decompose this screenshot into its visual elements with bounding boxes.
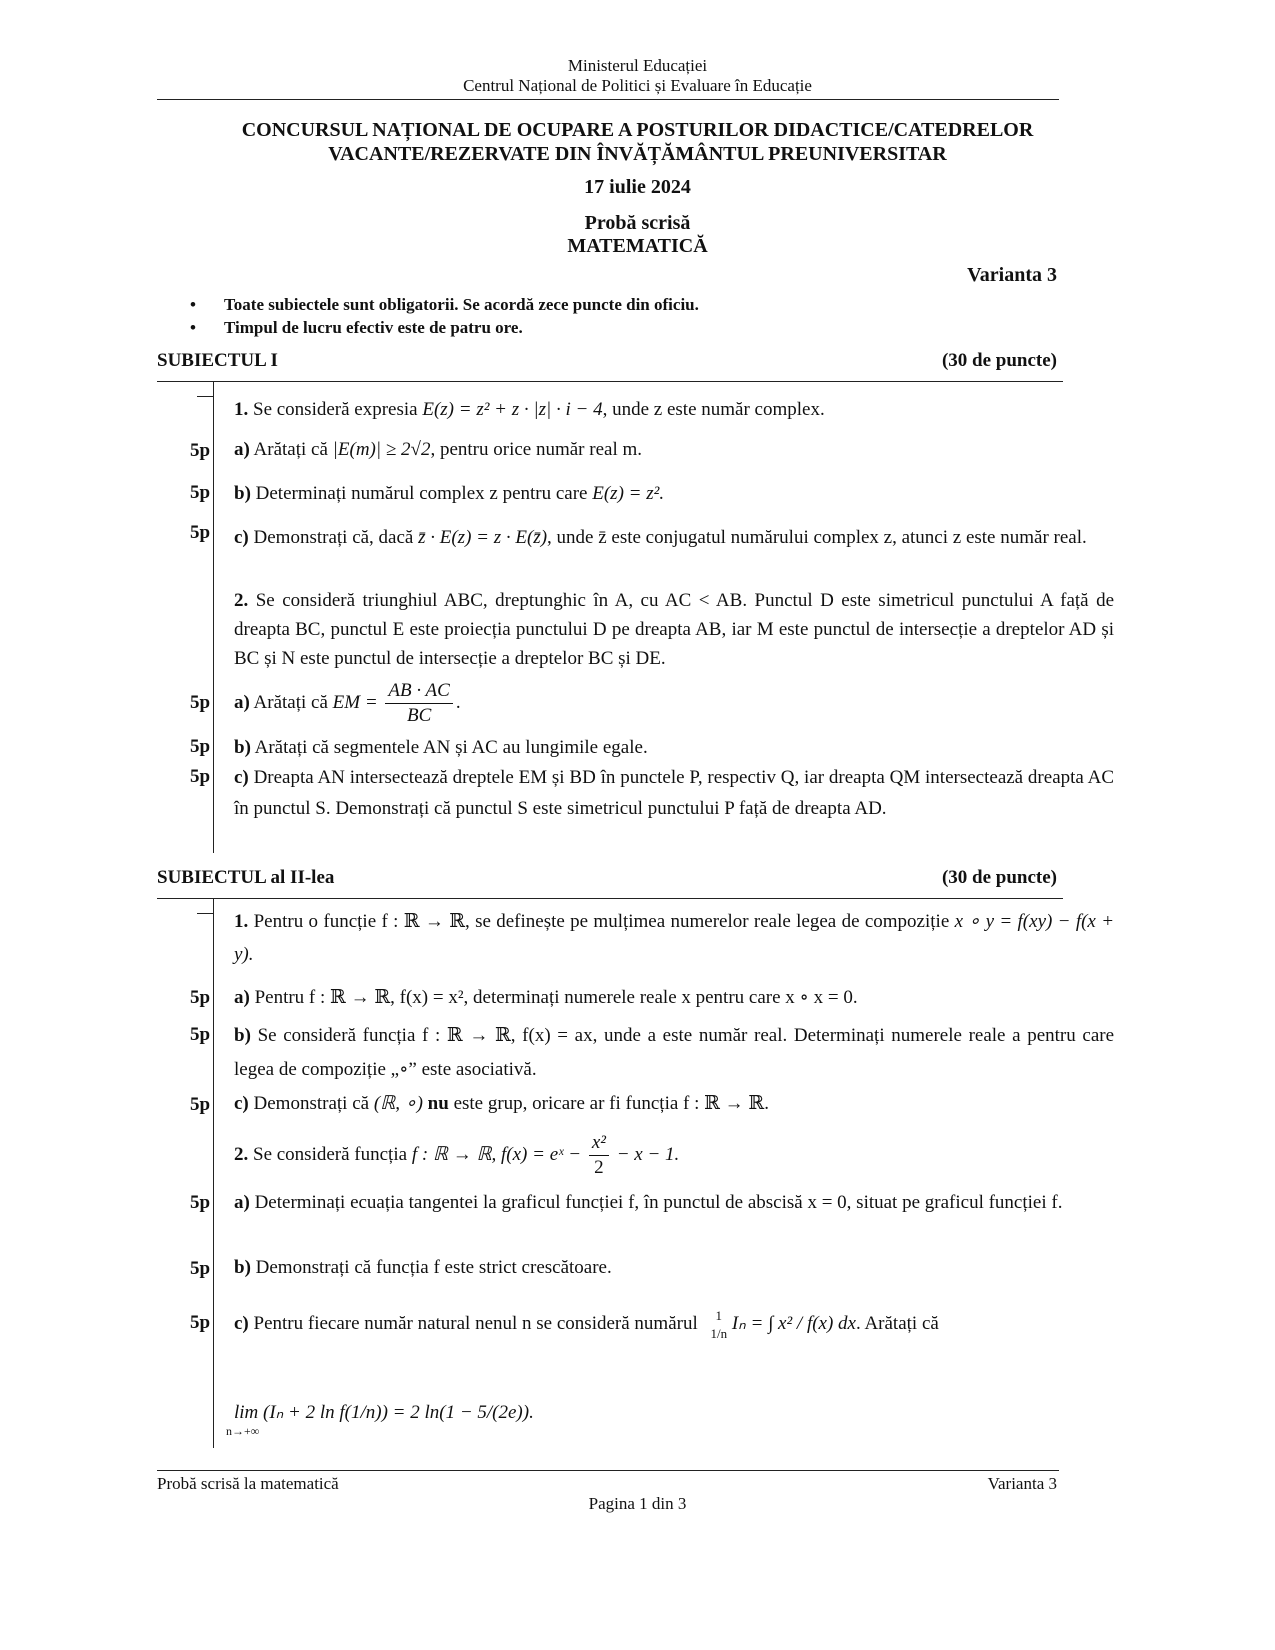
math-expr: E(z) = z². — [592, 483, 665, 504]
points-label: 5p — [190, 1258, 211, 1279]
item-tail: , unde z̄ este conjugatul numărului complex z, atunci z este număr real. — [547, 527, 1087, 548]
s1-p1-a — [234, 434, 1114, 465]
instruction-2 — [190, 317, 1024, 339]
item-text: Determinați numărul complex z pentru care — [255, 483, 588, 504]
item-label: a) — [234, 1192, 250, 1213]
integral-bounds — [710, 1307, 727, 1343]
item-text: Arătați că — [253, 692, 328, 713]
intro-tail: , unde z este număr complex. — [602, 399, 825, 420]
section1-points: (30 de puncte) — [941, 350, 1057, 371]
item-text: Pentru f : ℝ → ℝ, f(x) = x², determinați numerele reale x pentru care x ∘ x = 0. — [254, 987, 858, 1008]
points-label: 5p — [190, 987, 211, 1008]
instruction-text: Timpul de lucru efectiv este de patru ore. — [224, 318, 523, 337]
s2-p1-intro — [234, 905, 1114, 971]
item-label: b) — [234, 737, 251, 758]
item-label: b) — [234, 1257, 251, 1278]
s2-p2-b — [234, 1252, 1114, 1283]
section2-rule — [157, 898, 1063, 899]
footer-page: Pagina 1 din 3 — [588, 1494, 687, 1513]
item-label: c) — [234, 1093, 249, 1114]
problem-number: 1. — [234, 399, 249, 420]
exam-type: Probă scrisă — [584, 212, 691, 234]
section2-tick — [197, 913, 213, 914]
math-expr: (ℝ, ∘) — [373, 1093, 423, 1114]
fraction — [589, 1131, 609, 1180]
math-expr: lim (Iₙ + 2 ln f(1/n)) = 2 ln(1 − 5/(2e)). — [234, 1402, 534, 1423]
s2-p1-c — [234, 1088, 1114, 1119]
item-label: c) — [234, 527, 249, 548]
math-expr: − x − 1. — [616, 1144, 680, 1165]
s1-p1-intro — [234, 394, 1114, 425]
item-label: b) — [234, 483, 251, 504]
section1-rule — [157, 381, 1063, 382]
bullet-icon: • — [190, 318, 196, 337]
s1-p2-intro — [234, 586, 1114, 673]
problem-number: 2. — [234, 1144, 249, 1165]
integral-upper: 1 — [715, 1307, 723, 1323]
item-tail: , pentru orice număr real m. — [430, 439, 643, 460]
points-label: 5p — [190, 766, 211, 787]
bullet-icon: • — [190, 295, 196, 314]
limit-subscript: n→+∞ — [226, 1424, 260, 1438]
item-label: a) — [234, 692, 250, 713]
fraction-denominator: BC — [406, 705, 432, 727]
section2-vline — [213, 898, 214, 1448]
s2-p2-c — [234, 1296, 1114, 1352]
points-label: 5p — [190, 1312, 211, 1333]
points-label: 5p — [190, 736, 211, 757]
title-line1: CONCURSUL NAȚIONAL DE OCUPARE A POSTURILOR DIDACTICE/CATEDRELOR — [241, 119, 1034, 141]
instruction-text: Toate subiectele sunt obligatorii. Se acordă zece puncte din oficiu. — [224, 295, 699, 314]
instruction-1 — [190, 294, 1024, 316]
points-label: 5p — [190, 1024, 211, 1045]
math-expr: x ∘ y = f(xy) − f(x + y). — [234, 911, 1115, 965]
item-text: Demonstrați că funcția f este strict crescătoare. — [255, 1257, 612, 1278]
item-text: Demonstrați că, dacă — [253, 527, 414, 548]
item-text: Dreapta AN intersectează dreptele EM și BD în punctele P, respectiv Q, iar dreapta QM intersectează dreapta AC în punctul S. Demonstrați că punctul S este simetricul punctului P față de dreapta AD. — [234, 767, 1114, 819]
exam-subject: MATEMATICĂ — [567, 235, 708, 257]
item-tail: . Arătați că — [856, 1313, 939, 1334]
s2-p2-a — [234, 1187, 1114, 1219]
intro-text: Se consideră triunghiul ABC, dreptunghic în A, cu AC < AB. Punctul D este simetricul punctului A față de dreapta BC, punctul E este proiecția punctului D pe dreapta AB, iar M este punctul de intersecție a dreptelor AD și BC și N este punctul de intersecție a dreptelor BC și DE. — [234, 590, 1115, 669]
item-emphasis: nu — [427, 1093, 449, 1114]
points-label: 5p — [190, 1094, 211, 1115]
section2-title: SUBIECTUL al II-lea — [157, 867, 335, 888]
s2-p2-c-limit — [234, 1396, 1114, 1430]
item-text: Se consideră funcția f : ℝ → ℝ, f(x) = ax, unde a este număr real. Determinați numerele reale a pentru care legea de compoziție „∘” este asociativă. — [234, 1025, 1115, 1080]
title-line2: VACANTE/REZERVATE DIN ÎNVĂȚĂMÂNTUL PREUNIVERSITAR — [328, 143, 947, 165]
item-text: Determinați ecuația tangentei la graficul funcției f, în punctul de abscisă x = 0, situat pe graficul funcției f. — [254, 1192, 1063, 1213]
item-text: Arătați că — [253, 439, 328, 460]
s1-p2-b — [234, 732, 1114, 763]
math-expr: E(z) = z² + z · |z| · i − 4 — [422, 399, 603, 420]
item-text: Pentru fiecare număr natural nenul n se consideră numărul — [253, 1313, 698, 1334]
intro-text: Pentru o funcție f : ℝ → ℝ, se definește pe mulțimea numerelor reale legea de compoziție — [253, 911, 950, 932]
integral-lower: 1/n — [710, 1325, 728, 1341]
header-center: Centrul Național de Politici și Evaluare în Educație — [463, 76, 812, 95]
math-expr: Iₙ = ∫ x² / f(x) dx — [731, 1313, 856, 1334]
fraction — [385, 679, 452, 728]
item-label: a) — [234, 987, 250, 1008]
item-label: c) — [234, 767, 249, 788]
fraction-numerator: AB · AC — [388, 680, 450, 702]
points-label: 5p — [190, 692, 211, 713]
item-label: c) — [234, 1313, 249, 1334]
section1-title: SUBIECTUL I — [157, 350, 278, 371]
s2-p1-b — [234, 1019, 1114, 1087]
intro-text: Se consideră funcția — [253, 1144, 408, 1165]
footer-left: Probă scrisă la matematică — [157, 1474, 339, 1493]
header-rule — [157, 99, 1059, 100]
header-ministry: Ministerul Educației — [567, 56, 708, 75]
points-label: 5p — [190, 440, 211, 461]
s1-p2-a: a) Arătați că EM = $\frac{AB \cdot AC}{BC}$ . — [234, 680, 461, 727]
item-label: b) — [234, 1025, 251, 1046]
s1-p2-c — [234, 762, 1114, 824]
s1-p1-c — [234, 520, 1114, 556]
fraction-numerator: x² — [591, 1132, 606, 1154]
math-expr: |E(m)| ≥ 2√2 — [332, 439, 431, 460]
section2-points: (30 de puncte) — [941, 867, 1057, 888]
item-text: este grup, oricare ar fi funcția f : ℝ → ℝ. — [453, 1093, 769, 1114]
intro-text: Se consideră expresia — [253, 399, 418, 420]
variant-label: Varianta 3 — [967, 264, 1057, 286]
section1-tick — [197, 396, 213, 397]
item-label: a) — [234, 439, 250, 460]
s2-p2-intro — [234, 1127, 1114, 1183]
math-expr: z̄ · E(z) = z · E(z̄) — [418, 527, 548, 548]
footer-right: Varianta 3 — [987, 1474, 1057, 1493]
exam-date: 17 iulie 2024 — [584, 176, 691, 198]
problem-number: 1. — [234, 911, 249, 932]
points-label: 5p — [190, 522, 211, 543]
math-expr: f : ℝ → ℝ, f(x) = eˣ − — [411, 1144, 582, 1165]
item-text: Arătați că segmentele AN și AC au lungimile egale. — [254, 737, 648, 758]
points-label: 5p — [190, 482, 211, 503]
points-label: 5p — [190, 1192, 211, 1213]
item-text: Demonstrați că — [253, 1093, 370, 1114]
footer-rule — [157, 1470, 1059, 1471]
fraction-denominator: 2 — [594, 1157, 604, 1179]
problem-number: 2. — [234, 590, 249, 611]
s2-p1-a — [234, 982, 1114, 1013]
math-expr: EM = — [332, 692, 378, 713]
s1-p1-b — [234, 478, 1114, 509]
